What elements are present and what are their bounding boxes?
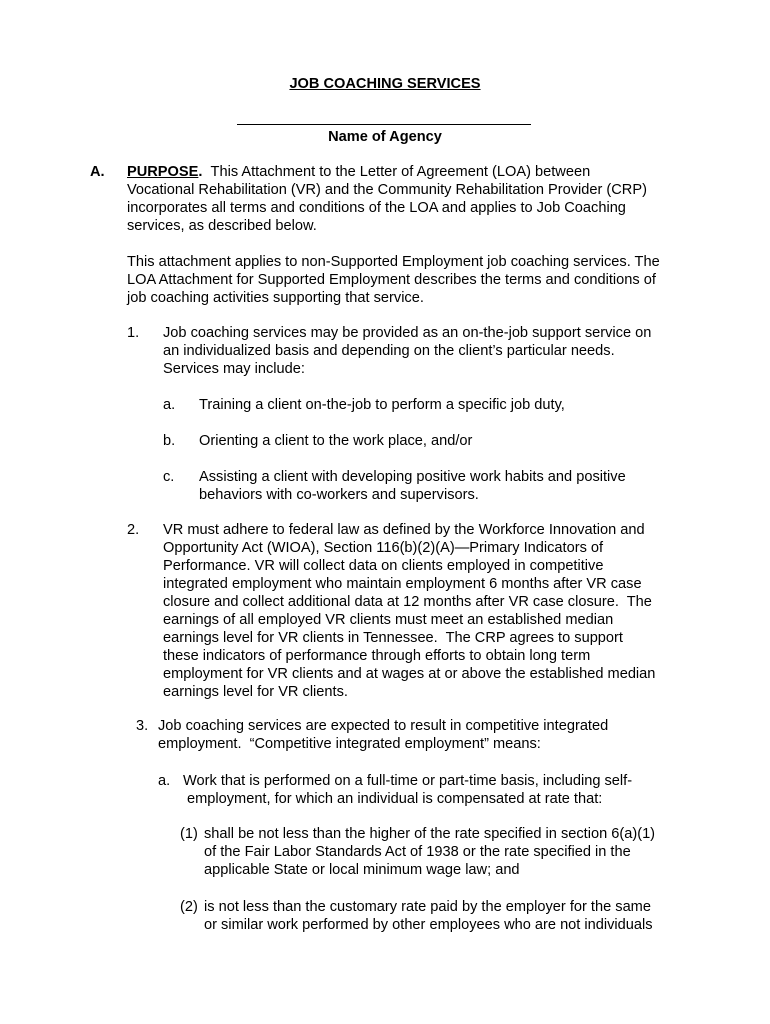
item-3a1-text [204, 825, 684, 879]
item-2-line: earnings of all employed VR clients must meet an established median [163, 612, 614, 628]
item-3a2-line: is not less than the customary rate paid by the employer for the same [204, 899, 651, 915]
attachment-scope-paragraph [127, 253, 687, 307]
item-3a1-line: applicable State or local minimum wage law; and [204, 862, 520, 878]
intro-text: This Attachment to the Letter of Agreement (LOA) between [210, 164, 591, 180]
intro-text: Vocational Rehabilitation (VR) and the Community Rehabilitation Provider (CRP) [127, 182, 647, 198]
item-3a1-label: (1) [180, 826, 198, 842]
item-1c-line: Assisting a client with developing positive work habits and positive [199, 469, 626, 485]
item-3a-text [183, 772, 683, 808]
item-3a-line: employment, for which an individual is compensated at rate that: [187, 791, 603, 807]
item-1a-letter: a. [163, 397, 176, 413]
scope-text: This attachment applies to non-Supported Employment job coaching services. The [127, 254, 660, 270]
item-3a1-line: shall be not less than the higher of the rate specified in section 6(a)(1) [204, 826, 656, 842]
item-3a-letter: a. [158, 773, 171, 789]
section-a-marker: A. [90, 164, 105, 180]
purpose-line-1 [127, 163, 687, 181]
purpose-heading-punct: . [198, 164, 203, 180]
item-2-line: earnings level for VR clients. [163, 684, 348, 700]
purpose-paragraph [127, 163, 687, 235]
item-1-number: 1. [127, 325, 140, 341]
item-2-line: integrated employment who maintain employment 6 months after VR case [163, 576, 642, 592]
item-3a2-line: or similar work performed by other employees who are not individuals [204, 917, 653, 933]
item-1c-line: behaviors with co-workers and supervisors. [199, 487, 479, 503]
item-2-line: employment for VR clients and at wages at or above the established median [163, 666, 656, 682]
scope-text: LOA Attachment for Supported Employment describes the terms and conditions of [127, 272, 656, 288]
item-1c-text [199, 468, 684, 504]
item-3-text [158, 717, 678, 753]
item-1a-line: Training a client on-the-job to perform a specific job duty, [199, 397, 565, 413]
item-1b-text [199, 432, 684, 450]
item-2-line: Performance. VR will collect data on clients employed in competitive [163, 558, 604, 574]
item-1-line: Services may include: [163, 361, 305, 377]
intro-text: services, as described below. [127, 218, 317, 234]
item-3a-line: Work that is performed on a full-time or part-time basis, including self- [183, 773, 633, 789]
item-2-line: earnings level for VR clients in Tennessee. The CRP agrees to support [163, 630, 623, 646]
item-3-line: Job coaching services are expected to result in competitive integrated [158, 718, 609, 734]
item-2-text [163, 521, 693, 701]
intro-text: incorporates all terms and conditions of the LOA and applies to Job Coaching [127, 200, 626, 216]
item-1b-line: Orienting a client to the work place, and/or [199, 433, 473, 449]
item-3a2-label: (2) [180, 899, 198, 915]
item-3a1-line: of the Fair Labor Standards Act of 1938 or the rate specified in the [204, 844, 631, 860]
item-3-line: employment. “Competitive integrated employment” means: [158, 736, 541, 752]
item-1c-letter: c. [163, 469, 175, 485]
item-1-text [163, 324, 683, 378]
agency-name-blank-line [237, 124, 531, 125]
item-2-line: VR must adhere to federal law as defined by the Workforce Innovation and [163, 522, 645, 538]
document-title: JOB COACHING SERVICES [289, 76, 481, 92]
purpose-heading: PURPOSE [127, 164, 199, 180]
item-2-line: closure and collect additional data at 12 months after VR case closure. The [163, 594, 652, 610]
agency-name-label: Name of Agency [328, 129, 442, 145]
item-3a2-text [204, 898, 684, 934]
item-2-line: Opportunity Act (WIOA), Section 116(b)(2)(A)—Primary Indicators of [163, 540, 604, 556]
item-1b-letter: b. [163, 433, 176, 449]
item-2-line: these indicators of performance through efforts to obtain long term [163, 648, 591, 664]
item-1-line: Job coaching services may be provided as an on-the-job support service on [163, 325, 652, 341]
item-2-number: 2. [127, 522, 140, 538]
item-3-number: 3. [136, 718, 149, 734]
item-1-line: an individualized basis and depending on the client’s particular needs. [163, 343, 615, 359]
scope-text: job coaching activities supporting that service. [127, 290, 424, 306]
item-1a-text [199, 396, 684, 414]
